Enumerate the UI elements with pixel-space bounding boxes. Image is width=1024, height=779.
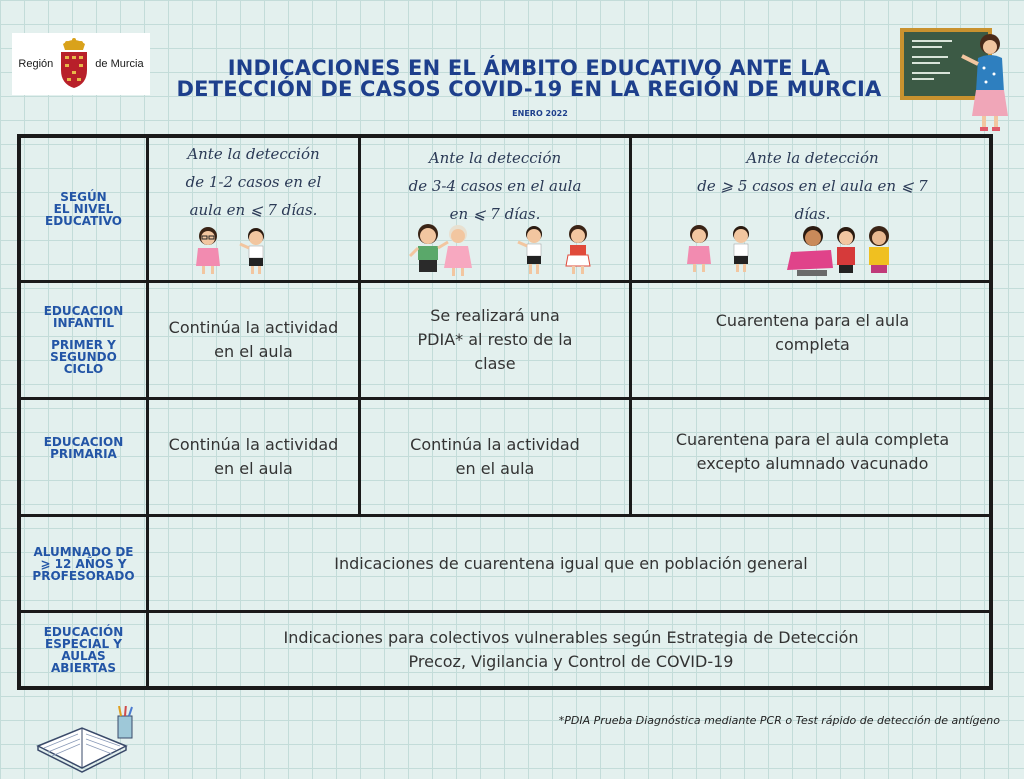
cell-line: Continúa la actividad (168, 318, 339, 337)
row-header-line: PRIMARIA (50, 447, 117, 461)
children-icon (406, 220, 606, 280)
row-header-line: ESPECIAL Y (45, 636, 122, 651)
row-header-infantil (21, 283, 146, 397)
cell-line: Continúa la actividad (410, 435, 580, 454)
children-icon (186, 224, 296, 278)
column-header-line: Ante la detección (746, 149, 879, 167)
column-header-3 (632, 144, 993, 228)
cell-line: completa (775, 335, 850, 354)
title-line-1: INDICACIONES EN EL ÁMBITO EDUCATIVO ANTE LA (227, 56, 831, 80)
cell-line: Continúa la actividad (168, 435, 339, 454)
date-label: ENERO 2022 (512, 109, 568, 118)
corner-header-line: SEGÚN (60, 190, 107, 204)
row-header-line: ALUMNADO DE (33, 544, 134, 559)
indications-table (17, 134, 993, 690)
column-header-line: días. (794, 205, 831, 223)
title-line-2: DETECCIÓN DE CASOS COVID-19 EN LA REGIÓN DE MURCIA (176, 77, 882, 101)
cell-primaria-1-2 (149, 400, 358, 514)
column-header-2 (361, 144, 629, 228)
logo-left-text: Región (18, 58, 54, 70)
row-header-line: ⩾ 12 AÑOS Y (40, 556, 127, 571)
row-header-alumnado-profesorado (21, 517, 146, 610)
open-book-icon (30, 706, 140, 776)
row-header-line: PRIMER Y (51, 338, 116, 352)
cell-alumnado-profesorado (149, 517, 993, 610)
cell-educacion-especial (149, 613, 993, 686)
row-header-line: CICLO (63, 362, 104, 376)
row-header-line: EDUCACION (43, 435, 124, 449)
row-header-line: PROFESORADO (32, 568, 135, 583)
corner-header (21, 138, 146, 280)
row-header-line: SEGUNDO (50, 350, 117, 364)
teacher-at-blackboard-icon (898, 24, 1016, 134)
cell-line: clase (474, 354, 516, 373)
cell-infantil-3-4 (361, 283, 629, 397)
column-header-line: en ⩽ 7 días. (449, 205, 541, 223)
cell-line: PDIA* al resto de la (417, 330, 573, 349)
row-header-line: EDUCACIÓN (43, 624, 124, 639)
column-header-line: Ante la detección (428, 149, 562, 167)
column-header-line: de 3-4 casos en el aula (408, 177, 582, 195)
cell-line: Cuarentena para el aula (715, 311, 910, 330)
cell-primaria-5plus (632, 400, 993, 514)
row-header-line: AULAS (61, 648, 106, 663)
cell-infantil-5plus (632, 283, 993, 397)
column-header-line: de 1-2 casos en el (185, 173, 322, 191)
corner-header-line: EL NIVEL (53, 202, 114, 216)
cell-line: en el aula (214, 342, 293, 361)
logo-right-text: de Murcia (95, 58, 144, 70)
corner-header-line: EDUCATIVO (45, 214, 122, 228)
children-icon (681, 222, 911, 280)
cell-line: en el aula (214, 459, 293, 478)
row-header-line: ABIERTAS (51, 660, 116, 675)
cell-line: en el aula (455, 459, 535, 478)
row-header-primaria (21, 400, 146, 514)
cell-line: Se realizará una (430, 306, 560, 325)
row-header-line: EDUCACION (43, 304, 124, 318)
cell-line: Cuarentena para el aula completa (675, 430, 950, 449)
cell-line: Precoz, Vigilancia y Control de COVID-19 (408, 651, 734, 671)
column-header-1 (149, 140, 358, 224)
pencil-cup-icon (118, 706, 132, 738)
page-title (150, 58, 908, 100)
column-header-line: Ante la detección (187, 145, 320, 163)
footnote: *PDIA Prueba Diagnóstica mediante PCR o Test rápido de detección de antígeno (558, 714, 1000, 727)
row-header-line: INFANTIL (53, 316, 114, 330)
region-murcia-logo (12, 33, 150, 95)
cell-primaria-3-4 (361, 400, 629, 514)
column-header-line: aula en ⩽ 7 días. (189, 201, 318, 219)
cell-line: Indicaciones de cuarentena igual que en población general (334, 553, 808, 573)
murcia-crest-icon (57, 38, 91, 90)
cell-line: excepto alumnado vacunado (696, 454, 929, 473)
row-header-educacion-especial (21, 613, 146, 686)
column-header-line: de ⩾ 5 casos en el aula en ⩽ 7 (697, 177, 928, 195)
cell-line: Indicaciones para colectivos vulnerables según Estrategia de Detección (283, 627, 859, 647)
cell-infantil-1-2 (149, 283, 358, 397)
